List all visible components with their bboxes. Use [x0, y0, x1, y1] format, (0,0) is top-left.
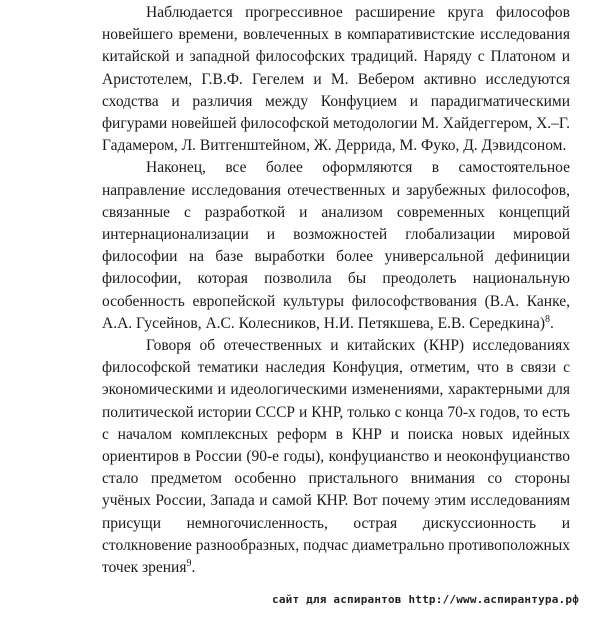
paragraph-confucius-research	[102, 335, 570, 579]
footnote-reference: 8	[544, 313, 550, 325]
paragraph-text: Наблюдается прогрессивное расширение круга философов новейшего времени, вовлеченных в компаративистские исследования китайской и западной философских традиций. Наряду с Платоном и Аристотелем, Г.В.Ф. Гегелем и М. Вебером активно исследуются сходства и различия между Конфуцием и парадигматическими фигурами новейшей философской методологии М. Хайдеггером, Х.–Г. Гадамером, Л. Витгенштейном, Ж. Деррида, М. Фуко, Д. Дэвидсоном.	[102, 4, 570, 155]
paragraph-text: Наконец, все более оформляются в самостоятельное направление исследования отечественных и зарубежных философов, связанные с разработкой и анализом современных концепций интернационализации и возможностей глобализации мировой философии на базе выработки более универсальной дефиниции философии, которая позволила бы преодолеть национальную особенность европейской культуры философствования (В.А. Канке, А.А. Гусейнов, А.С. Колесников, Н.И. Петякшева, Е.В. Середкина)	[102, 159, 570, 332]
paragraph-ending: .	[191, 559, 196, 577]
paragraph-philosophers-expansion	[102, 2, 570, 157]
footnote-reference: 9	[186, 557, 192, 569]
body-text	[102, 2, 570, 579]
paragraph-ending: .	[549, 314, 554, 332]
paragraph-internationalization	[102, 157, 570, 335]
paragraph-text: Говоря об отечественных и китайских (КНР) исследованиях философской тематики наследия Конфуция, отметим, что в связи с экономическими и идеологическими изменениями, характерными для политической истории СССР и КНР, только с конца 70-х годов, то есть с началом комплексных реформ в КНР и поиска новых идейных ориентиров в России (90-е годы), конфуцианство и неоконфуцианство стало предметом особенно пристального внимания со стороны учёных России, Запада и самой КНР. Вот почему этим исследованиям присущи немногочисленность, острая дискуссионность и столкновение разнообразных, подчас диаметрально противоположных точек зрения	[102, 337, 570, 577]
site-footer: сайт для аспирантов http://www.аспирантура.рф	[272, 593, 580, 606]
